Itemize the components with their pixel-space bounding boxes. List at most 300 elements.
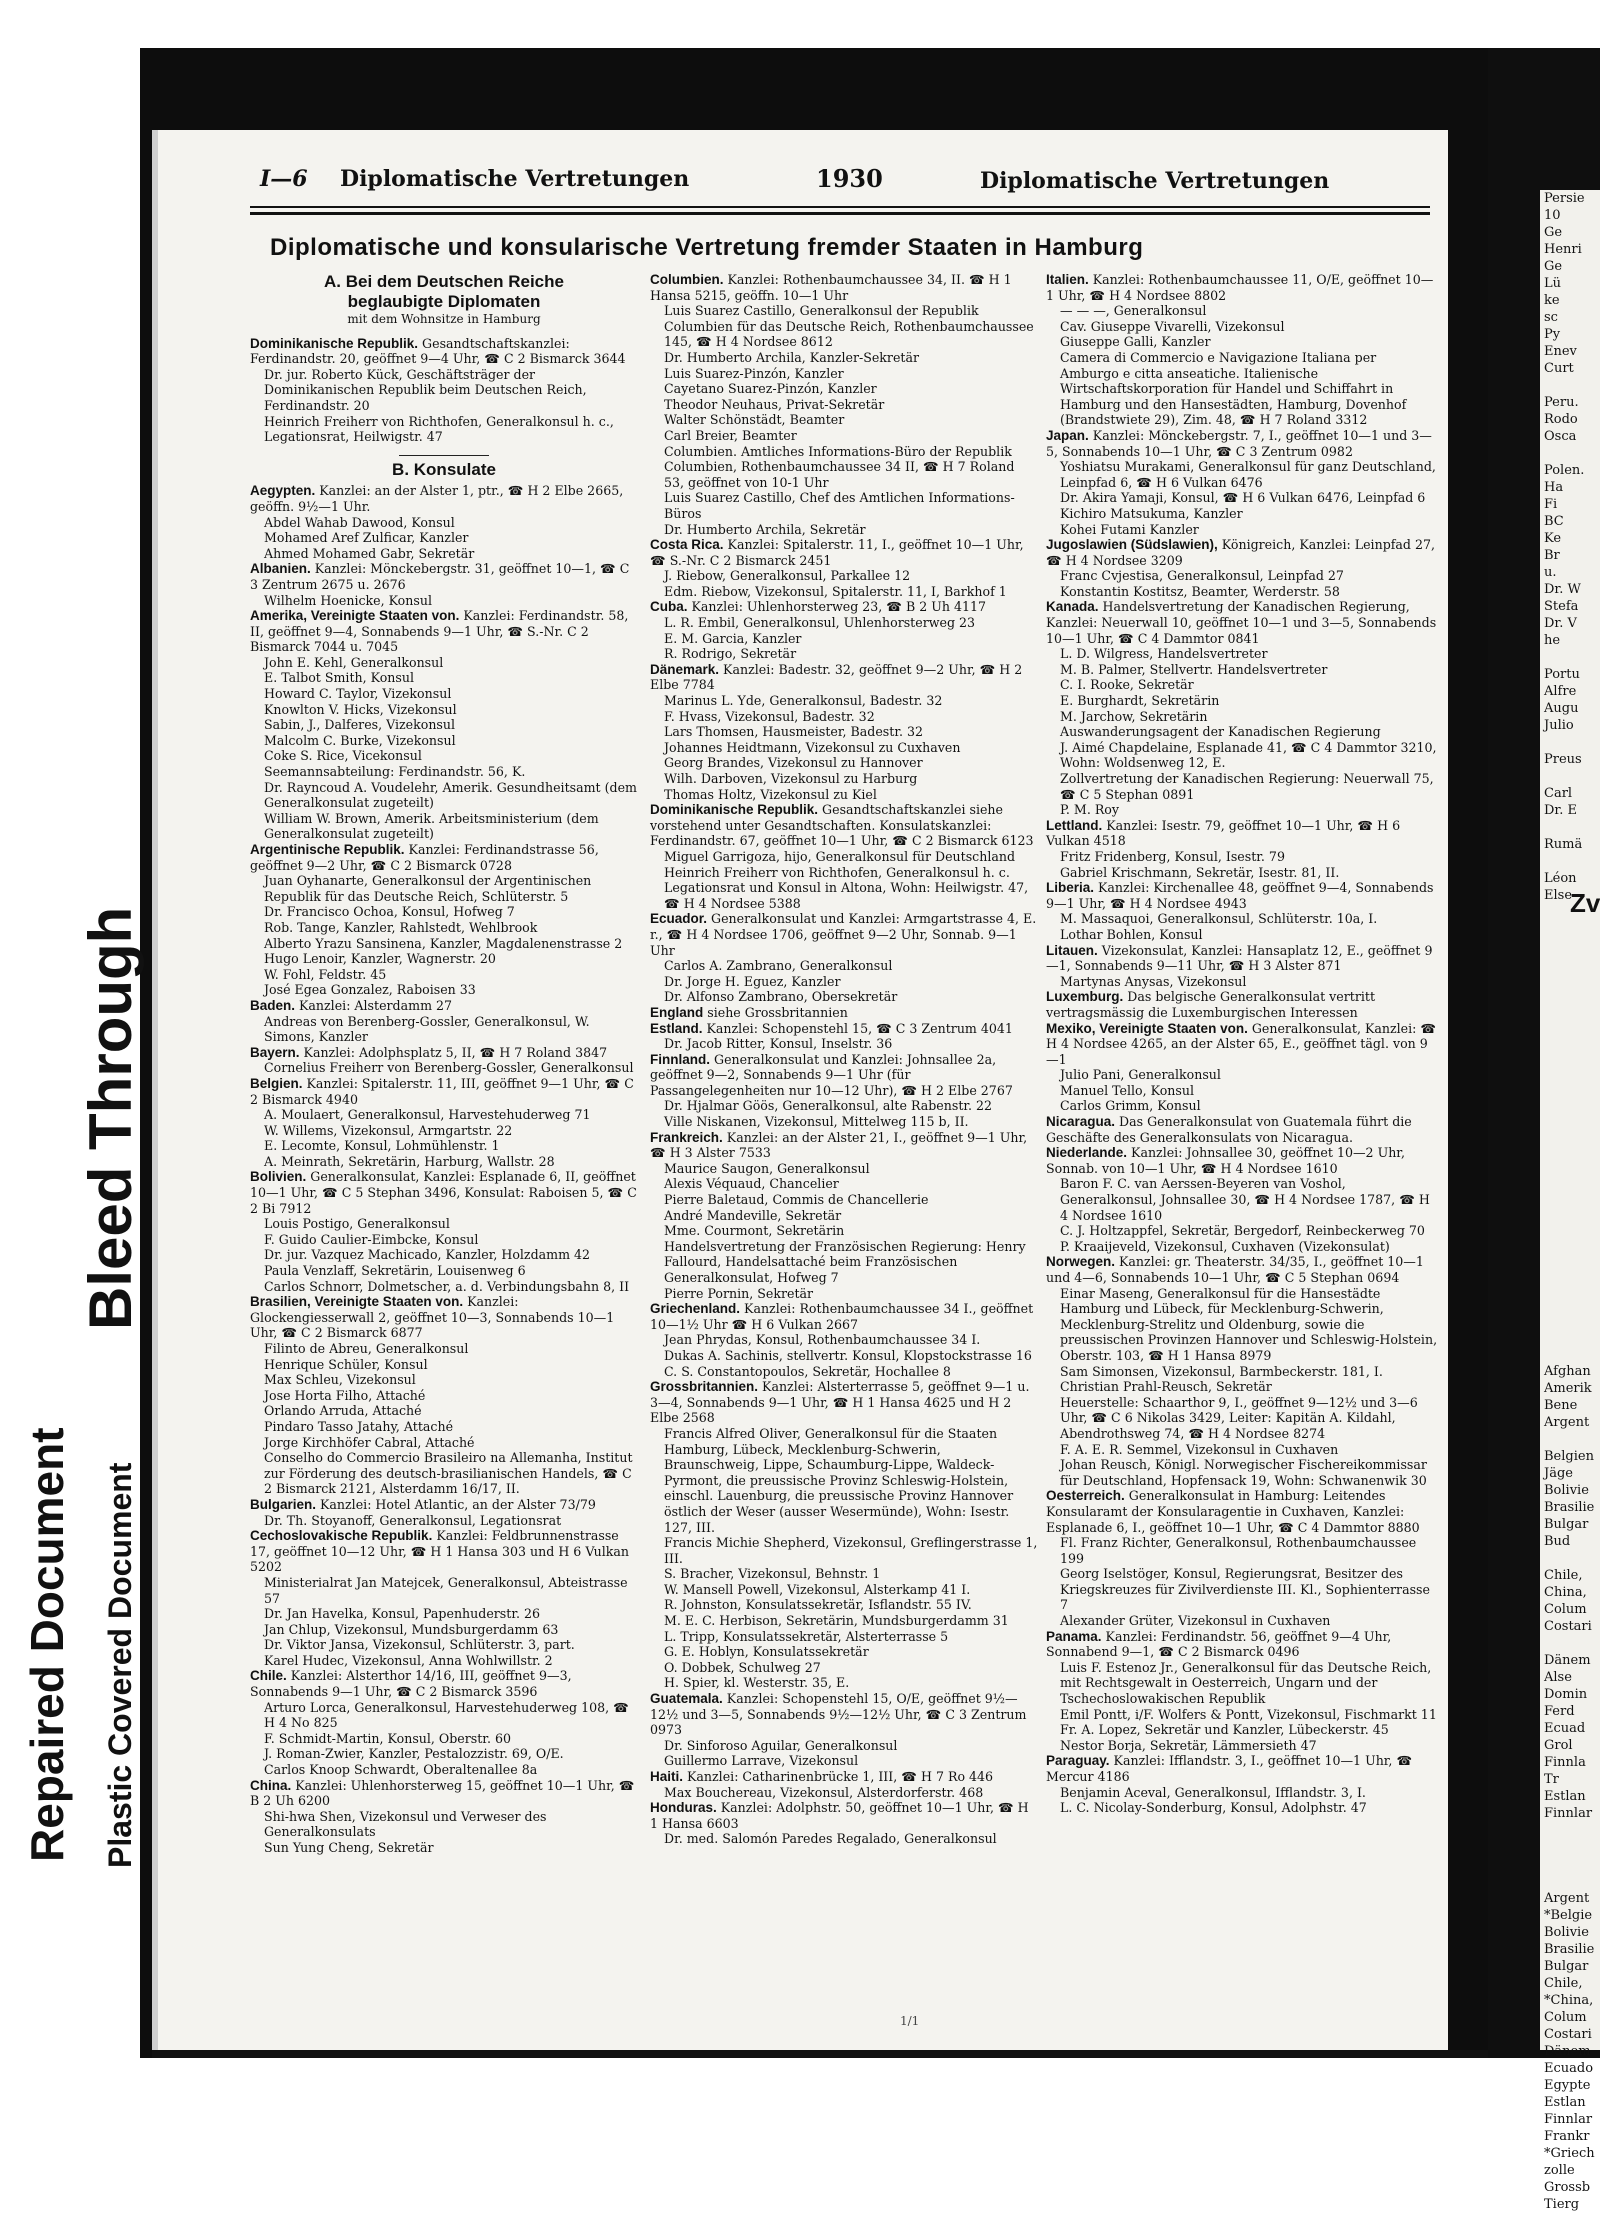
- entry-line: [650, 366, 1038, 382]
- entry-text: Jean Phrydas, Konsul, Rothenbaumchaussee 34 I.: [664, 1332, 981, 1348]
- entry-text: Dr. Francisco Ochoa, Konsul, Hofweg 7: [264, 904, 515, 920]
- country-entry: [1046, 537, 1438, 568]
- entry-line: [1046, 1083, 1438, 1099]
- entry-text: Kanzlei: Rothenbaumchaussee 34 I., geöffnet 10—1½ Uhr ☎ H 6 Vulkan 2667: [650, 1301, 1034, 1332]
- entry-text: Dukas A. Sachinis, stellvertr. Konsul, Klopstockstrasse 16: [664, 1347, 1032, 1363]
- entry-text: Franc Cvjestisa, Generalkonsul, Leinpfad 27: [1060, 568, 1344, 584]
- entry-line: [1046, 693, 1438, 709]
- adjacent-page-line: Colum: [1544, 1602, 1587, 1617]
- section-a-title-line2: beglaubigte Diplomaten: [347, 292, 541, 311]
- adjacent-page-line: [1540, 1023, 1600, 1040]
- entry-text: Malcolm C. Burke, Vizekonsul: [264, 732, 456, 748]
- adjacent-page-line: Ge: [1544, 225, 1563, 240]
- entry-text: J. Aimé Chapdelaine, Esplanade 41, ☎ C 4 Dammtor 3210, Wohn: Woldsenweg 12, E.: [1060, 739, 1437, 771]
- entry-text: Kanzlei: Spitalerstr. 11, III, geöffnet 9—1 Uhr, ☎ C 2 Bismarck 4940: [250, 1075, 634, 1107]
- adjacent-page-line: Dänem: [1544, 1653, 1591, 1668]
- country-name: Litauen.: [1046, 942, 1098, 958]
- entry-text: E. Lecomte, Konsul, Lohmühlenstr. 1: [264, 1138, 500, 1154]
- entry-line: [650, 631, 1038, 647]
- adjacent-page-line: *Belgie: [1544, 1908, 1593, 1923]
- entry-text: Mme. Courmont, Sekretärin: [664, 1223, 845, 1239]
- entry-line: [650, 1036, 1038, 1052]
- entry-line: [250, 1216, 638, 1232]
- entry-text: Conselho do Commercio Brasileiro na Allemanha, Institut zur Förderung des deutsch-brasilianischen Handels, ☎ C 2 Bismarck 2121, Alsterdamm 16/17, II.: [264, 1450, 633, 1497]
- country-entry: [650, 1021, 1038, 1037]
- adjacent-page-line: Alfre: [1544, 684, 1577, 699]
- entry-line: [250, 764, 638, 780]
- country-name: Norwegen.: [1046, 1254, 1116, 1270]
- entry-text: Paula Venzlaff, Sekretärin, Louisenweg 6: [264, 1263, 526, 1279]
- adjacent-page-line: [1540, 1074, 1600, 1091]
- entry-line: [1046, 740, 1438, 771]
- entry-line: [650, 568, 1038, 584]
- entry-line: [650, 397, 1038, 413]
- page-title: Diplomatische und konsularische Vertretung fremder Staaten in Hamburg: [270, 234, 1144, 261]
- entry-line: [250, 546, 638, 562]
- entry-text: Generalkonsulat und Kanzlei: Johnsallee 2a, geöffnet 9—2, Sonnabends 9—1 Uhr (für Passangelegenheiten nur 10—12 Uhr), ☎ H 2 Elbe 2767: [650, 1051, 1013, 1098]
- country-name: Cechoslovakische Republik.: [250, 1528, 433, 1544]
- entry-text: Camera di Commercio e Navigazione Italiana per Amburgo e citta anseatiche. Italienische Wirtschaftskorporation für Handel und Schiffahrt in Hamburg und den Hansestädten, Hamburg, Dovenhof (Brandstwiete 29), Zim. 48, ☎ H 7 Roland 3312: [1060, 349, 1407, 428]
- entry-line: [250, 1575, 638, 1606]
- country-entry: [650, 1130, 1038, 1161]
- country-name: China.: [250, 1777, 292, 1793]
- adjacent-page-line: Léon: [1544, 871, 1577, 886]
- entry-text: Einar Maseng, Generalkonsul für die Hansestädte Hamburg und Lübeck, für Mecklenburg-Schwerin, Mecklenburg-Strelitz und Oldenburg, sowie die preussischen Provinzen Hannover und Schleswig-Holstein, Oberstr. 103, ☎ H 1 Hansa 8979: [1060, 1285, 1438, 1363]
- entry-line: [250, 1123, 638, 1139]
- entry-text: Generalkonsulat, Kanzlei: Esplanade 6, II, geöffnet 10—1 Uhr, ☎ C 5 Stephan 3496, Konsulat: Raboisen 5, ☎ C 2 Bi 7912: [250, 1169, 637, 1216]
- entry-text: Carlos Grimm, Konsul: [1060, 1098, 1201, 1114]
- entry-text: F. A. E. R. Semmel, Vizekonsul in Cuxhaven: [1060, 1441, 1339, 1457]
- entry-line: [250, 1809, 638, 1840]
- entry-line: [1046, 1176, 1438, 1223]
- entry-text: Emil Pontt, i/F. Wolfers & Pontt, Vizekonsul, Fischmarkt 11: [1060, 1706, 1437, 1722]
- country-entry: [650, 1005, 1038, 1021]
- entry-text: Gabriel Krischmann, Sekretär, Isestr. 81, II.: [1060, 864, 1340, 880]
- adjacent-page-line: Curt: [1544, 361, 1574, 376]
- entry-text: E. Burghardt, Sekretärin: [1060, 693, 1220, 709]
- entry-line: [650, 1161, 1038, 1177]
- entry-text: Julio Pani, Generalkonsul: [1060, 1067, 1221, 1083]
- entry-text: Kanzlei: Feldbrunnenstrasse 17, geöffnet 10—12 Uhr, ☎ H 1 Hansa 303 und H 6 Vulkan 5202: [250, 1528, 629, 1575]
- adjacent-page-line: [1540, 1091, 1600, 1108]
- country-name: Frankreich.: [650, 1129, 723, 1145]
- entry-line: [250, 686, 638, 702]
- entry-text: Kichiro Matsukuma, Kanzler: [1060, 505, 1243, 521]
- entry-text: Dr. med. Salomón Paredes Regalado, Generalkonsul: [664, 1831, 997, 1847]
- entry-line: [1046, 303, 1438, 319]
- entry-text: Thomas Holtz, Vizekonsul zu Kiel: [664, 786, 877, 802]
- entry-line: [250, 367, 638, 414]
- entry-line: [650, 1286, 1038, 1302]
- adjacent-page-line: Bolivie: [1544, 1483, 1589, 1498]
- entry-line: [650, 584, 1038, 600]
- entry-text: Fritz Fridenberg, Konsul, Isestr. 79: [1060, 848, 1285, 864]
- adjacent-page-heading: Zv: [1570, 888, 1600, 918]
- entry-text: Jose Horta Filho, Attaché: [264, 1387, 426, 1403]
- country-name: Nicaragua.: [1046, 1114, 1116, 1130]
- country-entry: [250, 561, 638, 592]
- entry-text: Max Schleu, Vizekonsul: [264, 1372, 416, 1388]
- entry-text: Pierre Baletaud, Commis de Chancellerie: [664, 1192, 929, 1208]
- page-number: I—6: [260, 166, 308, 192]
- entry-text: A. Meinrath, Sekretärin, Harburg, Wallstr. 28: [264, 1153, 555, 1169]
- entry-line: [250, 670, 638, 686]
- adjacent-page-line: China,: [1544, 1585, 1587, 1600]
- entry-text: Königreich, Kanzlei: Leinpfad 27, ☎ H 4 Nordsee 3209: [1046, 537, 1436, 568]
- adjacent-page-line: Fi: [1544, 497, 1558, 512]
- entry-text: Giuseppe Galli, Kanzler: [1060, 334, 1211, 350]
- adjacent-page-line: Portu: [1544, 667, 1580, 682]
- entry-text: O. Dobbek, Schulweg 27: [664, 1659, 821, 1675]
- entry-text: Kanzlei: an der Alster 21, I., geöffnet 9—1 Uhr, ☎ H 3 Alster 7533: [650, 1129, 1028, 1161]
- adjacent-page-line: Amerik: [1544, 1381, 1592, 1396]
- adjacent-page-line: Stefa: [1544, 599, 1579, 614]
- entry-line: [1046, 1286, 1438, 1364]
- entry-text: Kanzlei: Ferdinandstr. 56, geöffnet 9—4 Uhr, Sonnabend 9—1, ☎ C 2 Bismarck 0496: [1046, 1628, 1392, 1660]
- entry-text: Dr. Akira Yamaji, Konsul, ☎ H 6 Vulkan 6476, Leinpfad 6: [1060, 490, 1426, 506]
- country-entry: [250, 1528, 638, 1575]
- entry-text: F. Guido Caulier-Eimbcke, Konsul: [264, 1231, 479, 1247]
- column-2: [650, 272, 1038, 1847]
- entry-text: John E. Kehl, Generalkonsul: [264, 654, 444, 670]
- entry-text: Alberto Yrazu Sansinena, Kanzler, Magdalenenstrasse 2: [264, 935, 623, 951]
- adjacent-page-line: 10: [1544, 208, 1561, 223]
- entry-line: [250, 780, 638, 811]
- adjacent-page-line: Ke: [1544, 531, 1562, 546]
- entry-line: [250, 717, 638, 733]
- entry-text: H. Spier, kl. Westerstr. 35, E.: [664, 1675, 850, 1691]
- country-entry: [1046, 943, 1438, 974]
- entry-text: Edm. Riebow, Vizekonsul, Spitalerstr. 11, I, Barkhof 1: [664, 583, 1007, 599]
- entry-text: Kanzlei: Mönckebergstr. 31, geöffnet 10—1, ☎ C 3 Zentrum 2675 u. 2676: [250, 561, 630, 592]
- entry-line: [650, 1629, 1038, 1645]
- entry-text: Kanzlei: an der Alster 1, ptr., ☎ H 2 Elbe 2665, geöffn. 9½—1 Uhr.: [250, 483, 624, 514]
- adjacent-page-line: [1540, 1040, 1600, 1057]
- entry-line: [650, 724, 1038, 740]
- adjacent-page-line: Ge: [1544, 259, 1563, 274]
- country-name: Niederlande.: [1046, 1145, 1128, 1161]
- country-name: Finnland.: [650, 1051, 710, 1067]
- entry-text: Dr. Alfonso Zambrano, Obersekretär: [664, 989, 898, 1005]
- country-name: Bulgarien.: [250, 1496, 317, 1512]
- entry-line: [1046, 974, 1438, 990]
- header-rule: [250, 206, 1430, 208]
- entry-text: Heinrich Freiherr von Richthofen, Generalkonsul h. c. Legationsrat und Konsul in Altona, Wohn: Heilwigstr. 47, ☎ H 4 Nordsee 5388: [664, 864, 1029, 911]
- entry-text: Jorge Kirchhöfer Cabral, Attaché: [264, 1434, 475, 1450]
- country-entry: [650, 1301, 1038, 1332]
- entry-text: Arturo Lorca, Generalkonsul, Harvestehuderweg 108, ☎ H 4 No 825: [264, 1699, 629, 1731]
- adjacent-page-line: Persie: [1544, 191, 1585, 206]
- entry-text: Carlos A. Zambrano, Generalkonsul: [664, 958, 893, 974]
- entry-line: [250, 1403, 638, 1419]
- entry-line: [1046, 459, 1438, 490]
- entry-line: [1046, 490, 1438, 506]
- country-entry: [250, 1045, 638, 1061]
- country-name: Paraguay.: [1046, 1753, 1110, 1769]
- entry-text: Ministerialrat Jan Matejcek, Generalkonsul, Abteistrasse 57: [264, 1574, 628, 1606]
- entry-line: [1046, 646, 1438, 662]
- adjacent-page-line: Bene: [1544, 1398, 1578, 1413]
- entry-text: — — —, Generalkonsul: [1060, 303, 1207, 319]
- entry-line: [1046, 1785, 1438, 1801]
- entry-text: Kanzlei: Uhlenhorsterweg 23, ☎ B 2 Uh 4117: [687, 599, 987, 615]
- entry-text: P. M. Roy: [1060, 802, 1120, 818]
- entry-line: [1046, 584, 1438, 600]
- entry-line: [1046, 865, 1438, 881]
- country-name: Japan.: [1046, 427, 1089, 443]
- entry-text: C. J. Holtzappfel, Sekretär, Bergedorf, Reinbeckerweg 70: [1060, 1223, 1425, 1239]
- country-entry: [650, 599, 1038, 615]
- entry-text: Dr. Jan Havelka, Konsul, Papenhuderstr. 26: [264, 1606, 541, 1622]
- country-entry: [650, 1691, 1038, 1738]
- entry-text: Alexis Véquaud, Chancelier: [664, 1176, 839, 1192]
- adjacent-page-fragment: [1540, 190, 1600, 2212]
- country-name: Dominikanische Republik.: [250, 335, 419, 351]
- country-entry: [250, 1778, 638, 1809]
- entry-line: [650, 412, 1038, 428]
- entry-text: W. Willems, Vizekonsul, Armgartstr. 22: [264, 1122, 513, 1138]
- entry-text: Henrique Schüler, Konsul: [264, 1356, 428, 1372]
- country-entry: [250, 998, 638, 1014]
- entry-text: Louis Postigo, Generalkonsul: [264, 1216, 450, 1232]
- entry-text: Kanzlei: gr. Theaterstr. 34/35, I., geöffnet 10—1 und 4—6, Sonnabends 10—1 Uhr, ☎ C 5 Stephan 0694: [1046, 1254, 1424, 1285]
- adjacent-page-line: Estlan: [1544, 1789, 1586, 1804]
- entry-line: [250, 1107, 638, 1123]
- adjacent-page-line: Brasilie: [1544, 1500, 1595, 1515]
- entry-line: [650, 755, 1038, 771]
- entry-text: Dr. jur. Roberto Kück, Geschäftsträger der Dominikanischen Republik beim Deutschen Reich, Ferdinandstr. 20: [264, 366, 587, 413]
- entry-text: Howard C. Taylor, Vizekonsul: [264, 686, 452, 702]
- country-entry: [1046, 1753, 1438, 1784]
- entry-text: Carl Breier, Beamter: [664, 427, 797, 443]
- entry-text: Cav. Giuseppe Vivarelli, Vizekonsul: [1060, 318, 1285, 334]
- entry-line: [1046, 1364, 1438, 1380]
- entry-line: [1046, 1535, 1438, 1566]
- adjacent-page-line: Frankr: [1544, 2129, 1590, 2144]
- entry-line: [250, 873, 638, 904]
- adjacent-page-line: [1540, 1550, 1600, 1567]
- adjacent-page-line: [1540, 1635, 1600, 1652]
- entry-line: [250, 748, 638, 764]
- entry-text: Carlos Schnorr, Dolmetscher, a. d. Verbindungsbahn 8, II: [264, 1278, 630, 1294]
- entry-text: F. Schmidt-Martin, Konsul, Oberstr. 60: [264, 1730, 511, 1746]
- entry-text: Christian Prahl-Reusch, Sekretär: [1060, 1379, 1272, 1395]
- country-name: Aegypten.: [250, 483, 316, 499]
- entry-line: [250, 1700, 638, 1731]
- adjacent-page-line: Dr. W: [1544, 582, 1581, 597]
- entry-text: Alexander Grüter, Vizekonsul in Cuxhaven: [1060, 1613, 1331, 1629]
- adjacent-page-line: [1540, 1278, 1600, 1295]
- entry-line: [250, 1450, 638, 1497]
- entry-text: Kanzlei: Johnsallee 30, geöffnet 10—2 Uhr, Sonnab. von 10—1 Uhr, ☎ H 4 Nordsee 1610: [1046, 1145, 1405, 1176]
- adjacent-page-line: [1540, 1142, 1600, 1159]
- country-entry: [1046, 1021, 1438, 1068]
- adjacent-page-line: Argent: [1544, 1891, 1590, 1906]
- country-entry: [1046, 599, 1438, 646]
- column-1: [250, 272, 638, 1856]
- entry-line: [1046, 1707, 1438, 1723]
- country-name: Grossbritannien.: [650, 1379, 759, 1395]
- adjacent-page-line: [1540, 1856, 1600, 1873]
- adjacent-page-line: Colum: [1544, 2010, 1587, 2025]
- country-entry: [1046, 880, 1438, 911]
- adjacent-page-line: Carl: [1544, 786, 1573, 801]
- entry-text: Dr. Hjalmar Göös, Generalkonsul, alte Rabenstr. 22: [664, 1098, 993, 1114]
- entry-text: Kanzlei: Rothenbaumchaussee 34, II. ☎ H 1 Hansa 5215, geöffn. 10—1 Uhr: [650, 272, 1012, 303]
- entry-text: Generalkonsulat, Kanzlei: ☎ H 4 Nordsee 4265, an der Alster 65, E., geöffnet tägl. von 9—1: [1046, 1020, 1437, 1067]
- entry-line: [1046, 1067, 1438, 1083]
- adjacent-page-line: [1540, 955, 1600, 972]
- entry-text: Handelsvertretung der Kanadischen Regierung, Kanzlei: Neuerwall 10, geöffnet 10—1 und 3—5, Sonnabends 10—1 Uhr, ☎ C 4 Dammtor 0841: [1046, 599, 1437, 646]
- adjacent-page-line: Py: [1544, 327, 1561, 342]
- entry-text: Kanzlei: Rothenbaumchaussee 11, O/E, geöffnet 10—1 Uhr, ☎ H 4 Nordsee 8802: [1046, 272, 1434, 303]
- entry-text: Wilhelm Hoenicke, Konsul: [264, 592, 432, 608]
- adjacent-page-line: Ecuad: [1544, 1721, 1586, 1736]
- entry-line: [1046, 662, 1438, 678]
- entry-line: [1046, 849, 1438, 865]
- adjacent-page-line: [1540, 1108, 1600, 1125]
- entry-text: Guillermo Larrave, Vizekonsul: [664, 1753, 859, 1769]
- entry-text: Theodor Neuhaus, Privat-Sekretär: [664, 396, 885, 412]
- entry-line: [650, 381, 1038, 397]
- entry-text: Johan Reusch, Königl. Norwegischer Fischereikommissar für Deutschland, Hopfensack 19, Wohn: Schwanenwik 30: [1060, 1457, 1427, 1488]
- entry-text: siehe Grossbritannien: [703, 1004, 848, 1020]
- adjacent-page-line: Alse: [1544, 1670, 1572, 1685]
- entry-text: Carlos Knoop Schwardt, Oberaltenallee 8a: [264, 1762, 538, 1778]
- entry-text: Dr. Humberto Archila, Sekretär: [664, 521, 866, 537]
- entry-text: Kanzlei: Spitalerstr. 11, I., geöffnet 10—1 Uhr, ☎ S.-Nr. C 2 Bismarck 2451: [650, 537, 1024, 568]
- entry-line: [650, 989, 1038, 1005]
- entry-text: Kanzlei: Schopenstehl 15, ☎ C 3 Zentrum 4041: [702, 1020, 1013, 1036]
- entry-line: [250, 655, 638, 671]
- country-entry: [1046, 1488, 1438, 1535]
- entry-line: [650, 615, 1038, 631]
- entry-text: Seemannsabteilung: Ferdinandstr. 56, K.: [264, 764, 526, 780]
- adjacent-page-line: Enev: [1544, 344, 1577, 359]
- country-name: Italien.: [1046, 272, 1089, 287]
- country-name: Albanien.: [250, 561, 311, 577]
- adjacent-page-line: Finnla: [1544, 1755, 1586, 1770]
- entry-line: [1046, 1722, 1438, 1738]
- entry-line: [250, 936, 638, 952]
- entry-text: Filinto de Abreu, Generalkonsul: [264, 1341, 469, 1356]
- adjacent-page-line: [1540, 1839, 1600, 1856]
- country-name: Lettland.: [1046, 817, 1103, 833]
- entry-line: [1046, 1442, 1438, 1458]
- entry-text: Maurice Saugon, Generalkonsul: [664, 1160, 870, 1176]
- entry-text: Kanzlei: Uhlenhorsterweg 15, geöffnet 10—1 Uhr, ☎ B 2 Uh 6200: [250, 1777, 635, 1809]
- entry-text: Manuel Tello, Konsul: [1060, 1082, 1194, 1098]
- entry-text: Pindaro Tasso Jatahy, Attaché: [264, 1418, 454, 1434]
- header-left-title: Diplomatische Vertretungen: [340, 166, 690, 192]
- column-3: [1046, 272, 1438, 1816]
- country-entry: [1046, 1629, 1438, 1660]
- entry-text: Coke S. Rice, Vicekonsul: [264, 748, 422, 764]
- entry-line: [650, 1660, 1038, 1676]
- entry-line: [250, 1762, 638, 1778]
- scan-bottom-edge: [152, 2050, 1488, 2058]
- entry-line: [250, 1435, 638, 1451]
- entry-text: C. S. Constantopoulos, Sekretär, Hochallee 8: [664, 1363, 951, 1379]
- entry-text: P. Kraaijeveld, Vizekonsul, Cuxhaven (Vizekonsulat): [1060, 1238, 1390, 1254]
- adjacent-page-line: [1540, 989, 1600, 1006]
- entry-text: L. R. Embil, Generalkonsul, Uhlenhorsterweg 23: [664, 615, 976, 631]
- adjacent-page-line: [1540, 1006, 1600, 1023]
- entry-line: [1046, 334, 1438, 350]
- entry-text: Kanzlei: Catharinenbrücke 1, III, ☎ H 7 Ro 446: [683, 1769, 994, 1784]
- adjacent-page-line: he: [1544, 633, 1561, 648]
- entry-text: Kanzlei: Kirchenallee 48, geöffnet 9—4, Sonnabends 9—1 Uhr, ☎ H 4 Nordsee 4943: [1046, 880, 1434, 911]
- entry-text: Kanzlei: Ferdinandstr. 58, II, geöffnet 9—4, Sonnabends 9—1 Uhr, ☎ S.-Nr. C 2 Bismarck 7044 u. 7045: [250, 608, 629, 655]
- adjacent-page-line: Rumä: [1544, 837, 1583, 852]
- adjacent-page-line: Tr: [1544, 1772, 1559, 1787]
- entry-text: S. Bracher, Vizekonsul, Behnstr. 1: [664, 1566, 881, 1582]
- entry-text: Kanzlei: Mönckebergstr. 7, I., geöffnet 10—1 und 3—5, Sonnabends 10—1 Uhr, ☎ C 3 Zentrum 0982: [1046, 427, 1432, 459]
- entry-text: Generalkonsulat in Hamburg: Leitendes Konsularamt der Konsularagentie in Cuxhaven, Kanzlei: Esplanade 6, I., geöffnet 10—1 Uhr, ☎ C 4 Dammtor 8880: [1046, 1488, 1420, 1535]
- entry-line: [650, 1535, 1038, 1566]
- country-name: Estland.: [650, 1020, 703, 1036]
- entry-line: [650, 646, 1038, 662]
- adjacent-page-line: [1540, 921, 1600, 938]
- entry-line: [250, 1840, 638, 1856]
- adjacent-page-line: *Griech: [1544, 2146, 1595, 2161]
- adjacent-page-line: [1540, 853, 1600, 870]
- country-entry: [250, 1169, 638, 1216]
- adjacent-page-line: Belgien: [1544, 1449, 1594, 1464]
- adjacent-page-line: [1540, 734, 1600, 751]
- entry-line: [1046, 911, 1438, 927]
- entry-text: Kanzlei: Alsterterrasse 5, geöffnet 9—1 u. 3—4, Sonnabends 9—1 Uhr, ☎ H 1 Hansa 4625 und H 2 Elbe 2568: [650, 1379, 1030, 1426]
- entry-line: [650, 1348, 1038, 1364]
- entry-line: [650, 1831, 1038, 1847]
- entry-text: L. C. Nicolay-Sonderburg, Konsul, Adolphstr. 47: [1060, 1800, 1367, 1816]
- entry-text: Dr. Viktor Jansa, Vizekonsul, Schlüterstr. 3, part.: [264, 1637, 575, 1653]
- country-name: Dominikanische Republik.: [650, 802, 819, 818]
- country-entry: [1046, 1145, 1438, 1176]
- entry-line: [1046, 927, 1438, 943]
- entry-text: Dr. Jacob Ritter, Konsul, Inselstr. 36: [664, 1036, 893, 1052]
- entry-text: Heuerstelle: Schaarthor 9, I., geöffnet 9—12½ und 3—6 Uhr, ☎ C 6 Nikolas 3429, Leiter: Kapitän A. Kildahl, Abendrothsweg 74, ☎ H 4 Nordsee 8274: [1060, 1394, 1418, 1441]
- country-entry: [250, 608, 638, 655]
- entry-line: [650, 771, 1038, 787]
- entry-line: [250, 593, 638, 609]
- entry-text: Das belgische Generalkonsulat vertritt vertragsmässig die Luxemburgischen Interessen: [1046, 989, 1376, 1020]
- adjacent-page-line: [1540, 1210, 1600, 1227]
- section-a-title-line1: A. Bei dem Deutschen Reiche: [324, 272, 564, 291]
- entry-text: Marinus L. Yde, Generalkonsul, Badestr. 32: [664, 693, 943, 709]
- country-name: Cuba.: [650, 599, 688, 615]
- entry-line: [1046, 1223, 1438, 1239]
- adjacent-page-line: [1540, 1261, 1600, 1278]
- section-divider: [399, 455, 489, 456]
- country-name: Dänemark.: [650, 661, 720, 677]
- entry-line: [250, 1637, 638, 1653]
- entry-text: William W. Brown, Amerik. Arbeitsministerium (dem Generalkonsulat zugeteilt): [264, 810, 599, 842]
- entry-line: [1046, 1379, 1438, 1395]
- entry-line: [250, 1731, 638, 1747]
- country-name: Griechenland.: [650, 1301, 741, 1317]
- entry-line: [1046, 319, 1438, 335]
- entry-line: [650, 1785, 1038, 1801]
- entry-line: [250, 1341, 638, 1357]
- entry-text: Kanzlei: Alsterthor 14/16, III, geöffnet 9—3, Sonnabends 9—1 Uhr, ☎ C 2 Bismarck 3596: [250, 1668, 572, 1700]
- entry-line: [250, 733, 638, 749]
- adjacent-page-line: [1540, 1244, 1600, 1261]
- entry-line: [650, 1582, 1038, 1598]
- entry-line: [650, 444, 1038, 491]
- entry-text: Auswanderungsagent der Kanadischen Regierung: [1060, 724, 1381, 740]
- entry-line: [650, 303, 1038, 350]
